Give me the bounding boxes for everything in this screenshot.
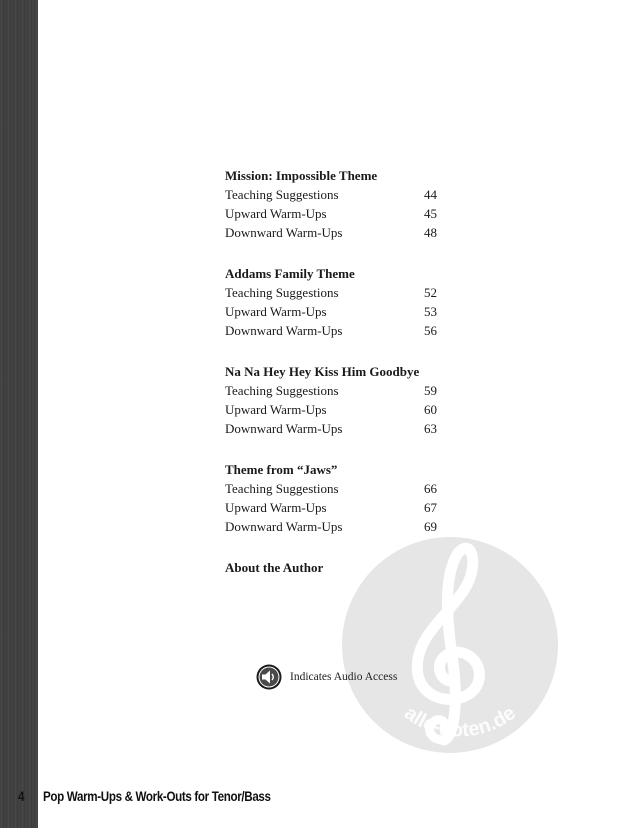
- toc-section: [225, 460, 437, 536]
- entry-label: Upward Warm-Ups: [225, 402, 327, 417]
- entry-page: 56: [424, 323, 437, 338]
- toc-section: [225, 166, 437, 242]
- toc-entry: [225, 185, 437, 204]
- page-footer: [18, 789, 271, 804]
- section-title: Theme from “Jaws”: [225, 462, 338, 477]
- entry-page: 63: [424, 421, 437, 436]
- toc-section: [225, 362, 437, 438]
- watermark-logo: [340, 535, 560, 755]
- entry-page: 60: [424, 402, 437, 417]
- entry-page: 59: [424, 383, 437, 398]
- toc-section: [225, 264, 437, 340]
- page-number: 4: [18, 789, 25, 804]
- entry-label: Downward Warm-Ups: [225, 421, 343, 436]
- toc-entry: [225, 283, 437, 302]
- entry-label: Teaching Suggestions: [225, 383, 339, 398]
- book-title: Pop Warm-Ups & Work-Outs for Tenor/Bass: [43, 789, 271, 804]
- entry-page: 45: [424, 206, 437, 221]
- entry-page: 52: [424, 285, 437, 300]
- entry-label: About the Author: [225, 560, 324, 575]
- toc-entry: [225, 321, 437, 340]
- toc-entry: [225, 498, 437, 517]
- toc-entry: [225, 517, 437, 536]
- toc-entry: [225, 223, 437, 242]
- section-title: Mission: Impossible Theme: [225, 168, 378, 183]
- entry-label: Downward Warm-Ups: [225, 225, 343, 240]
- audio-legend-text: Indicates Audio Access: [290, 671, 398, 683]
- entry-label: Downward Warm-Ups: [225, 323, 343, 338]
- entry-page: 48: [424, 225, 437, 240]
- entry-label: Upward Warm-Ups: [225, 500, 327, 515]
- entry-label: Teaching Suggestions: [225, 187, 339, 202]
- book-spine-edge: [0, 0, 38, 828]
- watermark-text: alle-noten.de: [400, 702, 520, 742]
- entry-page: 67: [424, 500, 437, 515]
- entry-page: 69: [424, 519, 437, 534]
- section-title: Addams Family Theme: [225, 266, 355, 281]
- entry-page: 66: [424, 481, 437, 496]
- toc-entry: [225, 400, 437, 419]
- entry-label: Teaching Suggestions: [225, 481, 339, 496]
- entry-label: Upward Warm-Ups: [225, 304, 327, 319]
- toc-entry: [225, 419, 437, 438]
- speaker-icon: [256, 664, 282, 690]
- entry-label: Downward Warm-Ups: [225, 519, 343, 534]
- entry-page: 53: [424, 304, 437, 319]
- toc-entry: [225, 302, 437, 321]
- entry-label: Upward Warm-Ups: [225, 206, 327, 221]
- audio-legend: [256, 664, 397, 690]
- toc-entry: [225, 479, 437, 498]
- entry-label: Teaching Suggestions: [225, 285, 339, 300]
- toc-entry: [225, 204, 437, 223]
- section-title: Na Na Hey Hey Kiss Him Goodbye: [225, 364, 420, 379]
- toc-entry: [225, 381, 437, 400]
- entry-page: 44: [424, 187, 437, 202]
